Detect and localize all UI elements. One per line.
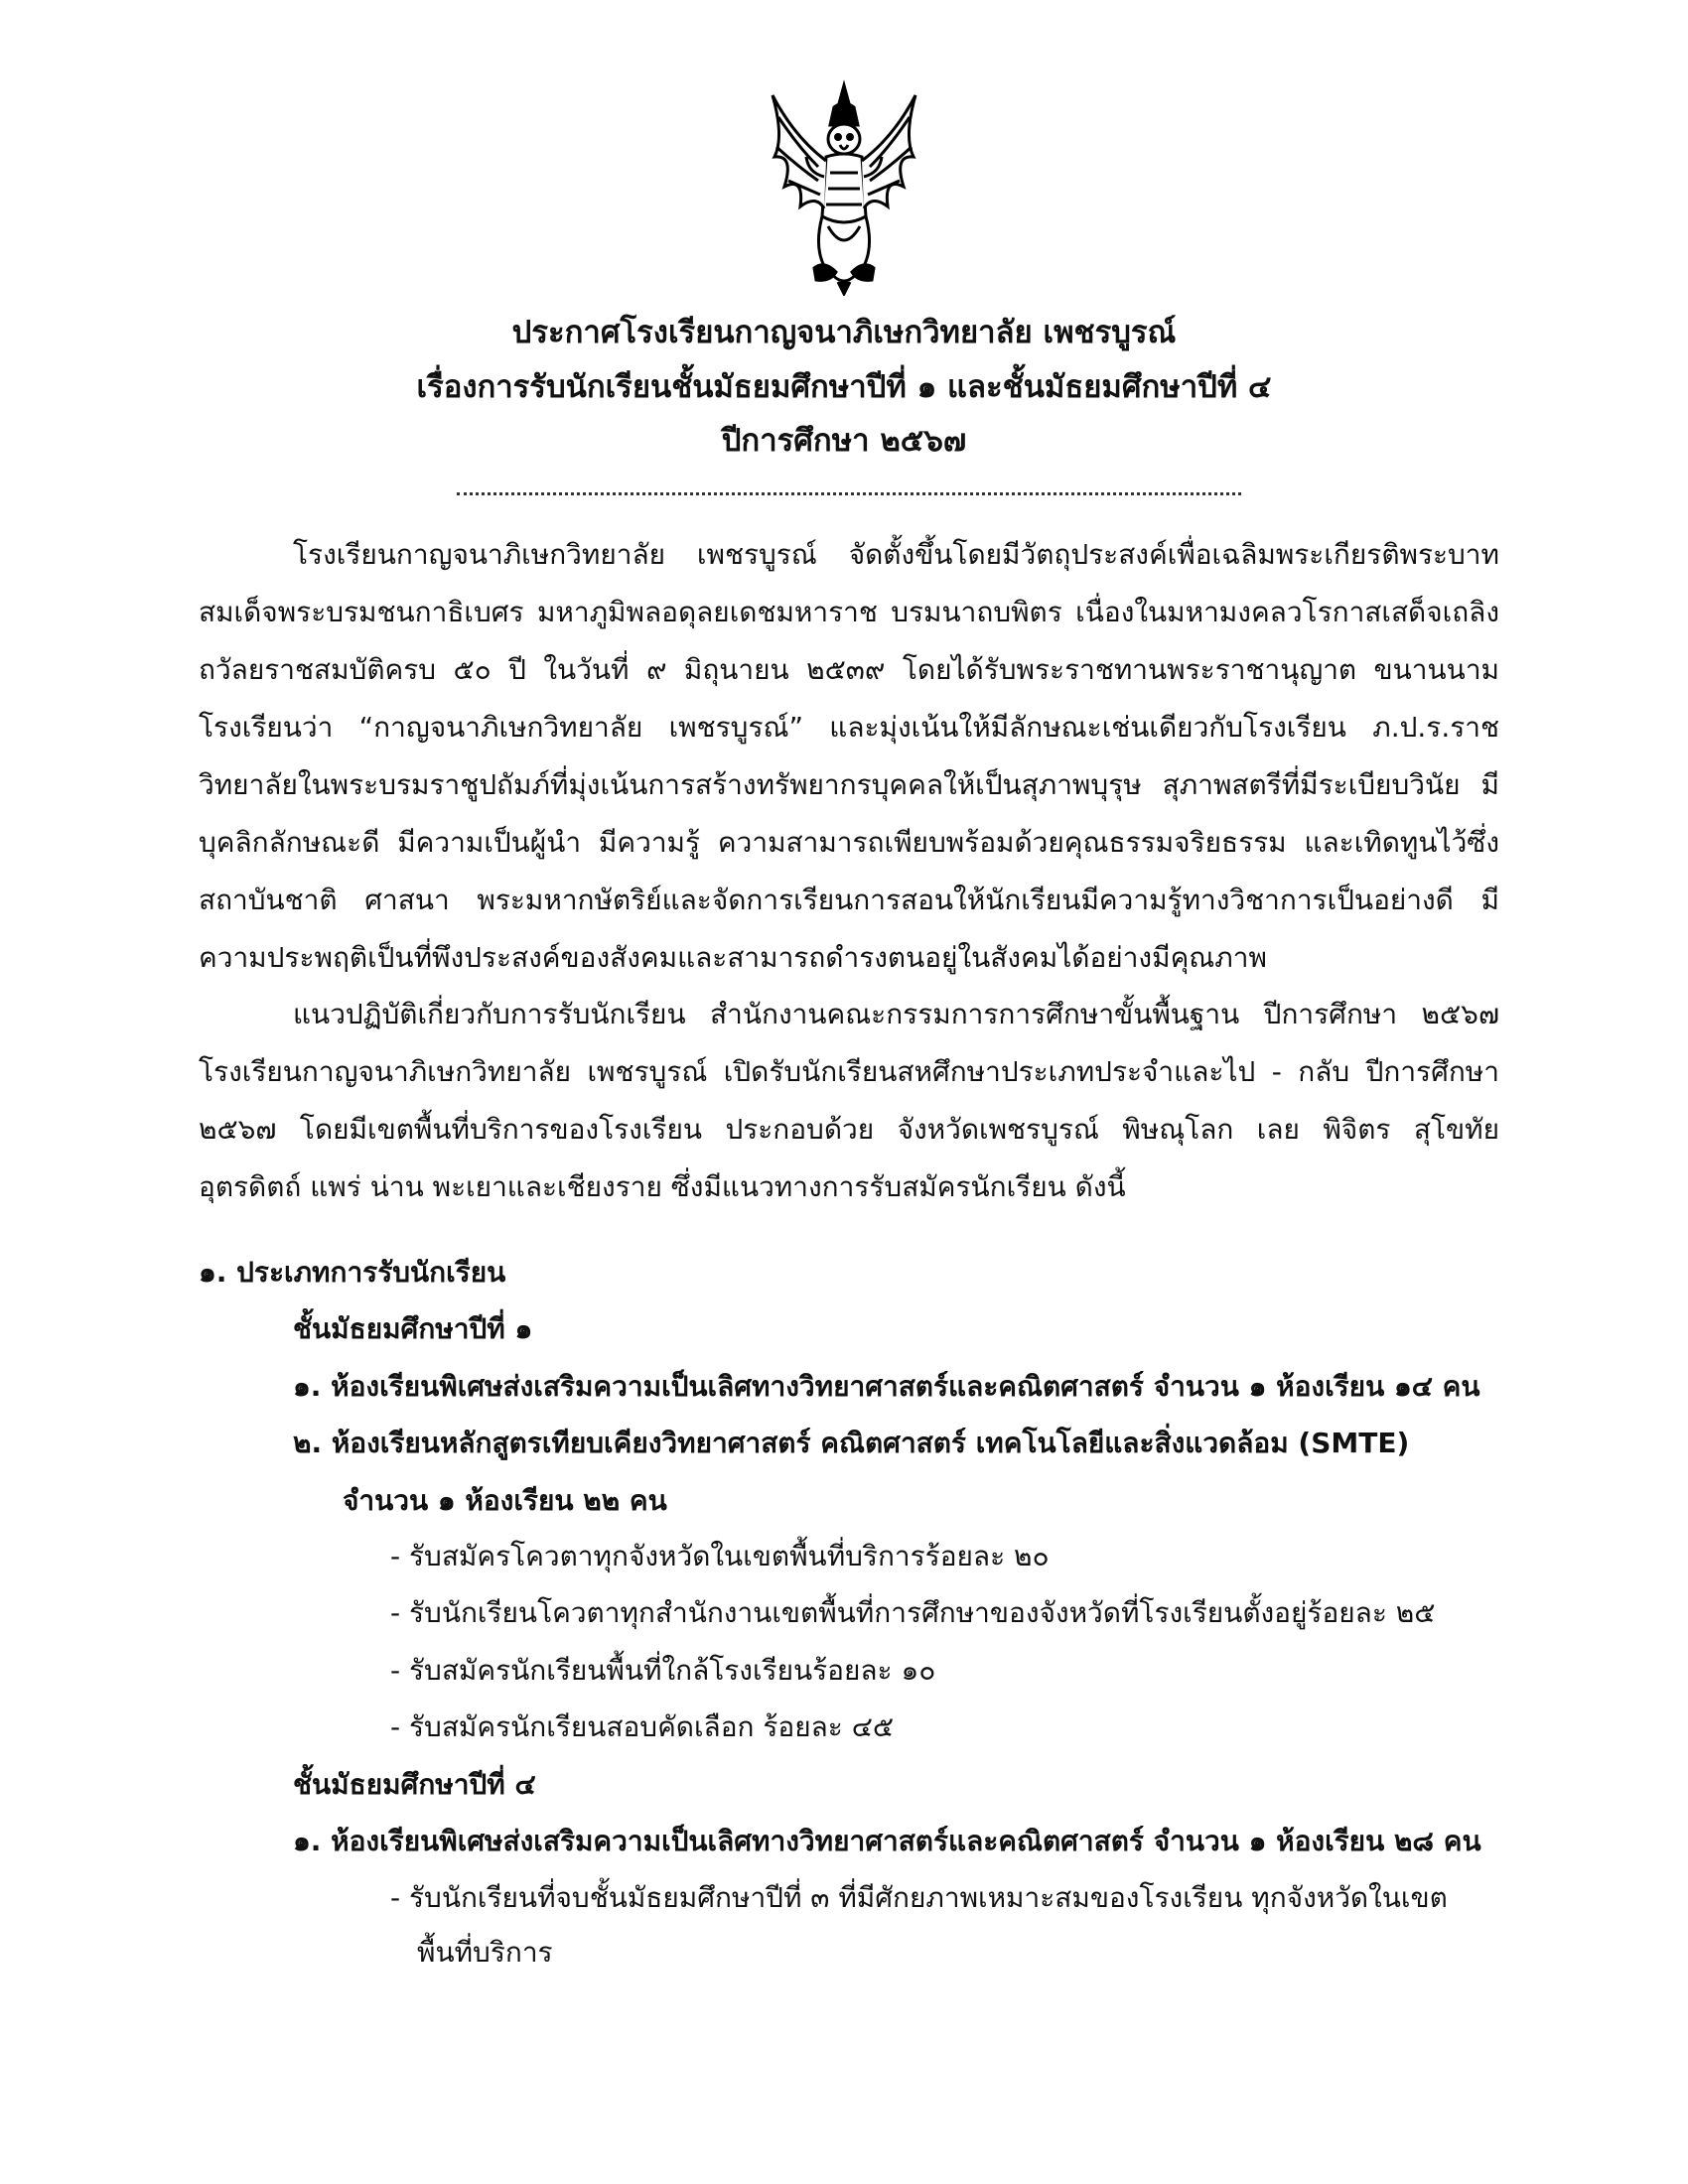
list-item: - รับสมัครนักเรียนสอบคัดเลือก ร้อยละ ๔๕	[390, 1710, 895, 1743]
garuda-emblem-icon	[755, 77, 933, 296]
m1-item-1: ๑. ห้องเรียนพิเศษส่งเสริมความเป็นเลิศทางวิทยาศาสตร์และคณิตศาสตร์ จำนวน ๑ ห้องเรียน ๑๔ คน	[293, 1370, 1480, 1403]
academic-year: ปีการศึกษา ๒๕๖๗	[721, 423, 967, 459]
section-heading: ๑. ประเภทการรับนักเรียน	[199, 1256, 506, 1289]
dotted-divider	[457, 492, 1241, 495]
m4-heading: ชั้นมัธยมศึกษาปีที่ ๔	[293, 1768, 536, 1801]
announcement-subject: เรื่องการรับนักเรียนชั้นมัธยมศึกษาปีที่ ๑ และชั้นมัธยมศึกษาปีที่ ๔	[416, 369, 1272, 405]
list-item: - รับสมัครโควตาทุกจังหวัดในเขตพื้นที่บริการร้อยละ ๒๐	[390, 1540, 1050, 1572]
m4-item-1: ๑. ห้องเรียนพิเศษส่งเสริมความเป็นเลิศทางวิทยาศาสตร์และคณิตศาสตร์ จำนวน ๑ ห้องเรียน ๒๘ คน	[293, 1825, 1481, 1857]
m1-item-2-count: จำนวน ๑ ห้องเรียน ๒๒ คน	[343, 1484, 667, 1517]
list-item: - รับนักเรียนโควตาทุกสำนักงานเขตพื้นที่การศึกษาของจังหวัดที่โรงเรียนตั้งอยู่ร้อยละ ๒๕	[390, 1596, 1436, 1629]
m1-item-2: ๒. ห้องเรียนหลักสูตรเทียบเคียงวิทยาศาสตร์ คณิตศาสตร์ เทคโนโลยีและสิ่งแวดล้อม (SMTE)	[293, 1427, 1410, 1459]
m1-heading: ชั้นมัธยมศึกษาปีที่ ๑	[293, 1312, 533, 1345]
admission-guideline-paragraph: แนวปฏิบัติเกี่ยวกับการรับนักเรียน สำนักงานคณะกรรมการการศึกษาขั้นพื้นฐาน ปีการศึกษา ๒๕๖๗ โรงเรียนกาญจนาภิเษกวิทยาลัย เพชรบูรณ์ เปิดรับนักเรียนสหศึกษาประเภทประจำและไป - กลับ ปีการศึกษา ๒๕๖๗ โดยมีเขตพื้นที่บริการของโรงเรียน ประกอบด้วย จังหวัดเพชรบูรณ์ พิษณุโลก เลย พิจิตร สุโขทัย อุตรดิตถ์ แพร่ น่าน พะเยาและเชียงราย ซึ่งมีแนวทางการรับสมัครนักเรียน ดังนี้	[199, 998, 1499, 1203]
list-item-continuation: พื้นที่บริการ	[417, 1936, 553, 1969]
announcement-title: ประกาศโรงเรียนกาญจนาภิเษกวิทยาลัย เพชรบูรณ์	[511, 315, 1177, 350]
list-item: - รับนักเรียนที่จบชั้นมัธยมศึกษาปีที่ ๓ ที่มีศักยภาพเหมาะสมของโรงเรียน ทุกจังหวัดในเขต	[390, 1881, 1448, 1914]
intro-paragraph: โรงเรียนกาญจนาภิเษกวิทยาลัย เพชรบูรณ์ จัดตั้งขึ้นโดยมีวัตถุประสงค์เพื่อเฉลิมพระเกียรติพระบาทสมเด็จพระบรมชนกาธิเบศร มหาภูมิพลอดุลยเดชมหาราช บรมนาถบพิตร เนื่องในมหามงคลวโรกาสเสด็จเถลิงถวัลยราชสมบัติครบ ๕๐ ปี ในวันที่ ๙ มิถุนายน ๒๕๓๙ โดยได้รับพระราชทานพระราชานุญาต ขนานนามโรงเรียนว่า “กาญจนาภิเษกวิทยาลัย เพชรบูรณ์” และมุ่งเน้นให้มีลักษณะเช่นเดียวกับโรงเรียน ภ.ป.ร.ราชวิทยาลัยในพระบรมราชูปถัมภ์ที่มุ่งเน้นการสร้างทรัพยากรบุคคลให้เป็นสุภาพบุรุษ สุภาพสตรีที่มีระเบียบวินัย มีบุคลิกลักษณะดี มีความเป็นผู้นำ มีความรู้ ความสามารถเพียบพร้อมด้วยคุณธรรมจริยธรรม และเทิดทูนไว้ซึ่งสถาบันชาติ ศาสนา พระมหากษัตริย์และจัดการเรียนการสอนให้นักเรียนมีความรู้ทางวิชาการเป็นอย่างดี มีความประพฤติเป็นที่พึงประสงค์ของสังคมและสามารถดำรงตนอยู่ในสังคมได้อย่างมีคุณภาพ	[199, 538, 1499, 974]
list-item: - รับสมัครนักเรียนพื้นที่ใกล้โรงเรียนร้อยละ ๑๐	[390, 1654, 936, 1687]
